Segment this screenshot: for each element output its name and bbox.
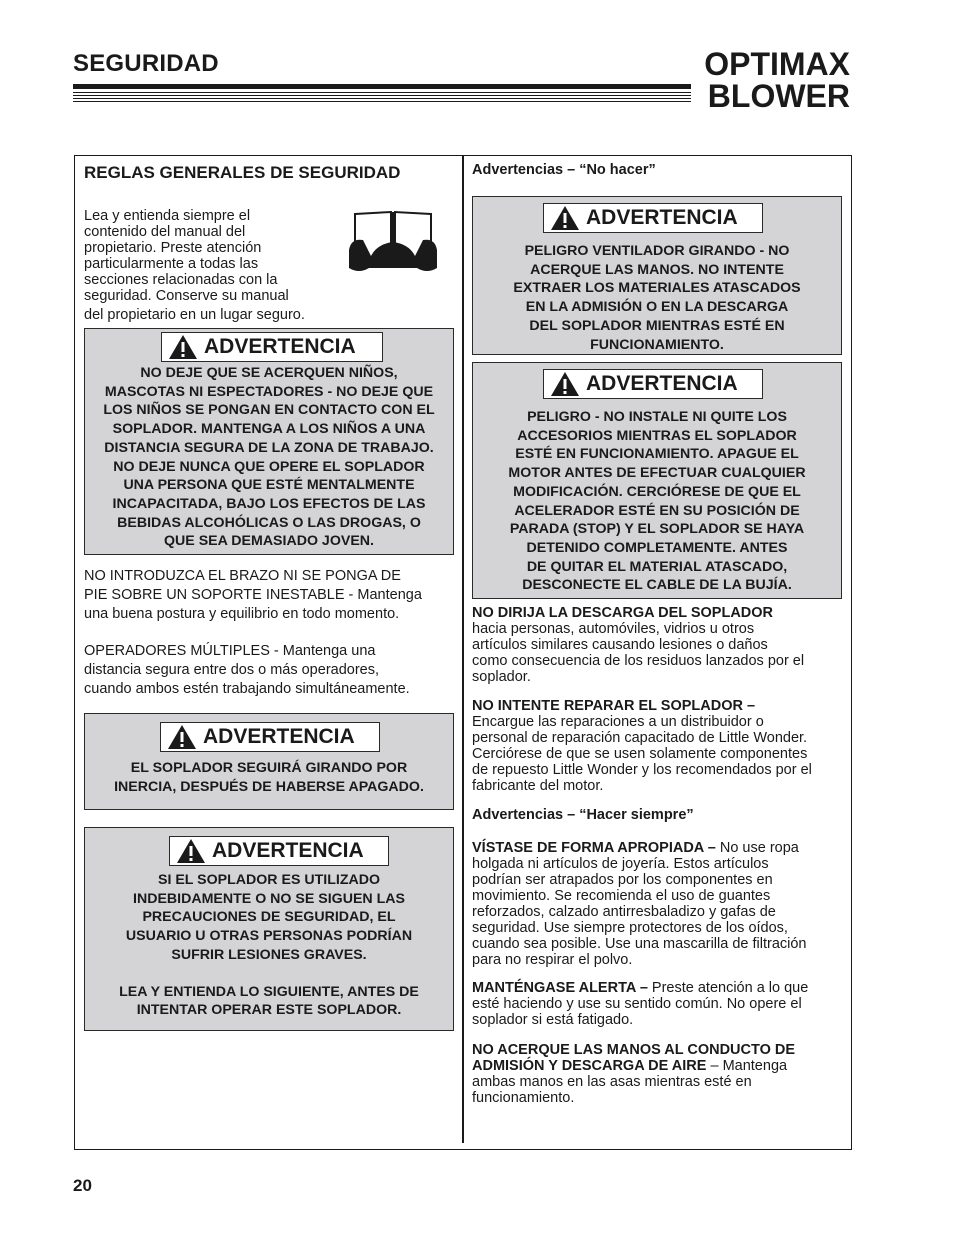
item-line: Encargue las reparaciones a un distribuidor o [472, 714, 764, 730]
warning-line: ACERQUE LAS MANOS. NO INTENTE [530, 261, 784, 278]
warning-line: DEL SOPLADOR MIENTRAS ESTÉ EN [529, 317, 785, 334]
product-title-line1: OPTIMAX [704, 46, 850, 82]
intro-paragraph [84, 208, 354, 323]
column-divider [462, 155, 464, 1143]
warning-line: FUNCIONAMIENTO. [590, 336, 724, 353]
warning-triangle-icon [550, 371, 580, 397]
item-alert [472, 980, 844, 1028]
warning-line: EL SOPLADOR SEGUIRÁ GIRANDO POR [130, 760, 408, 776]
item-repair [472, 698, 844, 794]
item-line: soplador. [472, 669, 531, 685]
warning-box-inertia [84, 713, 454, 810]
warning-line: DE QUITAR EL MATERIAL ATASCADO, [526, 558, 788, 575]
warning-line: EXTRAER LOS MATERIALES ATASCADOS [513, 280, 801, 297]
warning-label-text: ADVERTENCIA [204, 335, 356, 358]
warning-line: INERCIA, DESPUÉS DE HABERSE APAGADO. [114, 778, 424, 795]
item-line: podrían ser atrapados por los componentes en [472, 872, 773, 888]
warning-line: ACELERADOR ESTÉ EN SU POSICIÓN DE [514, 502, 800, 519]
warning-line: LOS NIÑOS SE PONGAN EN CONTACTO CON EL [103, 402, 435, 419]
warning-line: PRECAUCIONES DE SEGURIDAD, EL [142, 909, 396, 926]
warning-line: USUARIO U OTRAS PERSONAS PODRÍAN [125, 928, 413, 945]
intro-line: Lea y entienda siempre el [84, 208, 251, 224]
item-first-line [472, 980, 844, 996]
paragraph-line: OPERADORES MÚLTIPLES - Mantenga una [84, 643, 376, 659]
warning-triangle-icon [550, 205, 580, 231]
product-title-line2: BLOWER [707, 78, 850, 114]
warning-text [85, 364, 453, 551]
warning-spacer [85, 965, 453, 983]
item-line: holgada ni artículos de joyería. Estos artículos [472, 856, 769, 872]
intro-line: del propietario en un lugar seguro. [84, 307, 305, 323]
intro-line: contenido del manual del [84, 224, 246, 240]
warning-line: DISTANCIA SEGURA DE LA ZONA DE TRABAJO. [104, 439, 434, 456]
warning-line: ESTÉ EN FUNCIONAMIENTO. APAGUE EL [515, 446, 799, 463]
item-title: VÍSTASE DE FORMA APROPIADA – [472, 840, 716, 856]
header-rules [73, 84, 691, 104]
item-discharge [472, 605, 844, 685]
item-title: MANTÉNGASE ALERTA – [472, 980, 648, 996]
item-line: – Mantenga [706, 1058, 788, 1074]
intro-line: secciones relacionadas con la [84, 272, 278, 288]
multiple-operators-paragraph [84, 642, 456, 699]
item-line: personal de reparación capacitado de Little Wonder. [472, 730, 808, 746]
warning-line: SOPLADOR. MANTENGA A LOS NIÑOS A UNA [112, 421, 426, 438]
item-line: No use ropa [715, 840, 799, 856]
warning-box-children [84, 328, 454, 555]
intro-line: propietario. Preste atención [84, 240, 262, 256]
item-line: artículos similares causando lesiones o daños [472, 637, 768, 653]
warning-line: SUFRIR LESIONES GRAVES. [171, 946, 367, 963]
warning-label [169, 836, 389, 866]
warning-box-accessories [472, 362, 842, 599]
item-second-line [472, 1058, 844, 1074]
item-title: NO DIRIJA LA DESCARGA DEL SOPLADOR [472, 605, 774, 621]
warning-box-misuse [84, 827, 454, 1031]
item-title: NO ACERQUE LAS MANOS AL CONDUCTO DE [472, 1042, 796, 1058]
item-line: ambas manos en las asas mientras esté en [472, 1074, 752, 1090]
intro-line: particularmente a todas las [84, 256, 259, 272]
warning-line: PARADA (STOP) Y EL SOPLADOR SE HAYA [509, 521, 805, 538]
warning-box-fan [472, 196, 842, 355]
warning-line: LEA Y ENTIENDA LO SIGUIENTE, ANTES DE [119, 983, 419, 1000]
item-line: como consecuencia de los residuos lanzados por el [472, 653, 805, 669]
dont-heading: Advertencias – “No hacer” [472, 162, 656, 178]
item-line: movimiento. Se recomienda el uso de guantes [472, 888, 771, 904]
warning-label-text: ADVERTENCIA [586, 372, 738, 395]
warning-line: DESCONECTE EL CABLE DE LA BUJÍA. [522, 577, 792, 594]
item-line: cuando sea posible. Use una mascarilla de filtración [472, 936, 807, 952]
item-hands [472, 1042, 844, 1106]
warning-triangle-icon [167, 724, 197, 750]
warning-line: QUE SEA DEMASIADO JOVEN. [164, 533, 374, 550]
warning-line: MOTOR ANTES DE EFECTUAR CUALQUIER [508, 465, 806, 482]
warning-label [543, 369, 763, 399]
item-line: para no respirar el polvo. [472, 952, 633, 968]
warning-triangle-icon [168, 334, 198, 360]
warning-line: BEBIDAS ALCOHÓLICAS O LAS DROGAS, O [117, 514, 421, 531]
warning-line: MASCOTAS NI ESPECTADORES - NO DEJE QUE [104, 383, 434, 400]
item-line: fabricante del motor. [472, 778, 604, 794]
item-line: Preste atención a lo que [647, 980, 809, 996]
item-clothing [472, 840, 844, 968]
section-title: SEGURIDAD [73, 50, 219, 77]
warning-line: ACCESORIOS MIENTRAS EL SOPLADOR [517, 427, 797, 444]
product-title [700, 48, 850, 112]
general-rules-heading: REGLAS GENERALES DE SEGURIDAD [84, 163, 401, 182]
warning-text [85, 759, 453, 796]
warning-text [473, 242, 841, 354]
warning-line: INCAPACITADA, BAJO LOS EFECTOS DE LAS [112, 495, 426, 512]
do-heading: Advertencias – “Hacer siempre” [472, 807, 694, 823]
warning-label-text: ADVERTENCIA [212, 839, 364, 862]
item-title: NO INTENTE REPARAR EL SOPLADOR – [472, 698, 756, 714]
open-book-icon [347, 208, 439, 274]
warning-label-text: ADVERTENCIA [203, 725, 355, 748]
item-line: soplador si está fatigado. [472, 1012, 634, 1028]
warning-label [543, 203, 763, 233]
page-number: 20 [73, 1176, 92, 1195]
warning-line: DETENIDO COMPLETAMENTE. ANTES [526, 539, 788, 556]
warning-line: MODIFICACIÓN. CERCIÓRESE DE QUE EL [513, 483, 801, 500]
warning-line: INTENTAR OPERAR ESTE SOPLADOR. [136, 1002, 402, 1019]
paragraph-line: cuando ambos estén trabajando simultáneamente. [84, 681, 410, 697]
warning-line: PELIGRO VENTILADOR GIRANDO - NO [524, 243, 790, 259]
intro-line: seguridad. Conserve su manual [84, 288, 289, 304]
item-line: seguridad. Use siempre protectores de los oídos, [472, 920, 788, 936]
warning-line: EN LA ADMISIÓN O EN LA DESCARGA [525, 299, 789, 316]
paragraph-line: NO INTRODUZCA EL BRAZO NI SE PONGA DE [84, 568, 401, 584]
item-line: de repuesto Little Wonder y los recomendados por el [472, 762, 812, 778]
warning-line: PELIGRO - NO INSTALE NI QUITE LOS [527, 409, 787, 425]
warning-label [161, 332, 383, 362]
warning-text [473, 408, 841, 595]
warning-label-text: ADVERTENCIA [586, 206, 738, 229]
warning-triangle-icon [176, 838, 206, 864]
warning-line: INDEBIDAMENTE O NO SE SIGUEN LAS [133, 890, 405, 907]
unstable-support-paragraph [84, 567, 456, 624]
item-line: esté haciendo y use su sentido común. No opere el [472, 996, 802, 1012]
warning-text [85, 871, 453, 1020]
warning-line: UNA PERSONA QUE ESTÉ MENTALMENTE [123, 477, 415, 494]
item-line: funcionamiento. [472, 1090, 575, 1106]
warning-label [160, 722, 380, 752]
warning-line: NO DEJE NUNCA QUE OPERE EL SOPLADOR [113, 458, 425, 475]
item-first-line [472, 840, 844, 856]
paragraph-line: una buena postura y equilibrio en todo momento. [84, 606, 400, 622]
paragraph-line: PIE SOBRE UN SOPORTE INESTABLE - Mantenga [84, 587, 422, 603]
warning-line: NO DEJE QUE SE ACERQUEN NIÑOS, [140, 365, 398, 381]
item-line: hacia personas, automóviles, vidrios u otros [472, 621, 755, 637]
item-line: Cerciórese de que se usen solamente componentes [472, 746, 808, 762]
paragraph-line: distancia segura entre dos o más operadores, [84, 662, 380, 678]
item-line: reforzados, calzado antirresbaladizo y gafas de [472, 904, 776, 920]
item-title: ADMISIÓN Y DESCARGA DE AIRE [472, 1058, 707, 1074]
warning-line: SI EL SOPLADOR ES UTILIZADO [157, 872, 381, 888]
